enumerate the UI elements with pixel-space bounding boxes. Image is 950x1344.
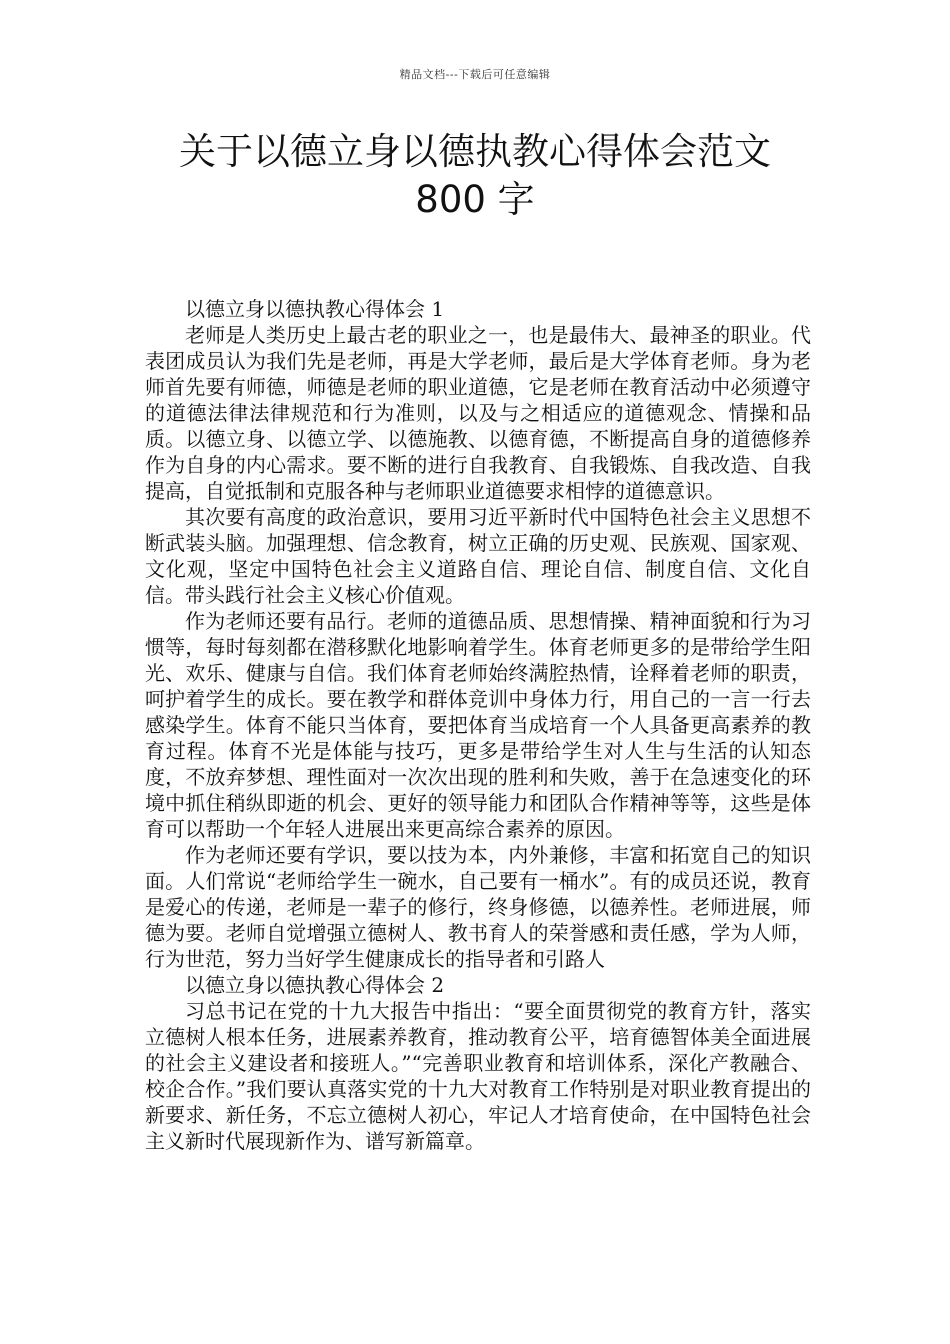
document-title bbox=[100, 128, 850, 224]
title-line-2: 800 字 bbox=[415, 178, 535, 221]
paragraph: 习总书记在党的十九大报告中指出：“要全面贯彻党的教育方针，落实立德树人根本任务，进展素养教育，推动教育公平，培育德智体美全面进展的社会主义建设者和接班人。”“完善职业教育和培训体系，深化产教融合、校企合作。”我们要认真落实党的十九大对教育工作特别是对职业教育提出的新要求、新任务，不忘立德树人初心，牢记人才培育使命，在中国特色社会主义新时代展现新作为、谱写新篇章。 bbox=[145, 999, 811, 1153]
paragraph: 作为老师还要有品行。老师的道德品质、思想情操、精神面貌和行为习惯等，每时每刻都在潜移默化地影响着学生。体育老师更多的是带给学生阳光、欢乐、健康与自信。我们体育老师始终满腔热情，诠释着老师的职责，呵护着学生的成长。要在教学和群体竞训中身体力行，用自己的一言一行去感染学生。体育不能只当体育，要把体育当成培育一个人具备更高素养的教育过程。体育不光是体能与技巧，更多是带给学生对人生与生活的认知态度，不放弃梦想、理性面对一次次出现的胜利和失败，善于在急速变化的环境中抓住稍纵即逝的机会、更好的领导能力和团队合作精神等等，这些是体育可以帮助一个年轻人进展出来更高综合素养的原因。 bbox=[145, 609, 811, 841]
paragraph: 老师是人类历史上最古老的职业之一，也是最伟大、最神圣的职业。代表团成员认为我们先是老师，再是大学老师，最后是大学体育老师。身为老师首先要有师德，师德是老师的职业道德，它是老师在教育活动中必须遵守的道德法律法律规范和行为准则，以及与之相适应的道德观念、情操和品质。以德立身、以德立学、以德施教、以德育德，不断提高自身的道德修养作为自身的内心需求。要不断的进行自我教育、自我锻炼、自我改造、自我提高，自觉抵制和克服各种与老师职业道德要求相悖的道德意识。 bbox=[145, 323, 811, 503]
header-note: 精品文档---下载后可任意编辑 bbox=[399, 68, 551, 81]
paragraph: 其次要有高度的政治意识，要用习近平新时代中国特色社会主义思想不断武装头脑。加强理想、信念教育，树立正确的历史观、民族观、国家观、文化观，坚定中国特色社会主义道路自信、理论自信、制度自信、文化自信。带头践行社会主义核心价值观。 bbox=[145, 505, 811, 607]
paragraph: 作为老师还要有学识，要以技为本，内外兼修，丰富和拓宽自己的知识面。人们常说“老师给学生一碗水，自己要有一桶水”。有的成员还说，教育是爱心的传递，老师是一辈子的修行，终身修德，以德养性。老师进展，师德为要。老师自觉增强立德树人、教书育人的荣誉感和责任感，学为人师，行为世范，努力当好学生健康成长的指导者和引路人 bbox=[145, 843, 811, 971]
document-body bbox=[145, 296, 811, 1154]
title-line-1: 关于以德立身以德执教心得体会范文 bbox=[179, 130, 771, 173]
section-heading-2: 以德立身以德执教心得体会 2 bbox=[185, 973, 445, 997]
section-heading-1: 以德立身以德执教心得体会 1 bbox=[185, 297, 445, 321]
